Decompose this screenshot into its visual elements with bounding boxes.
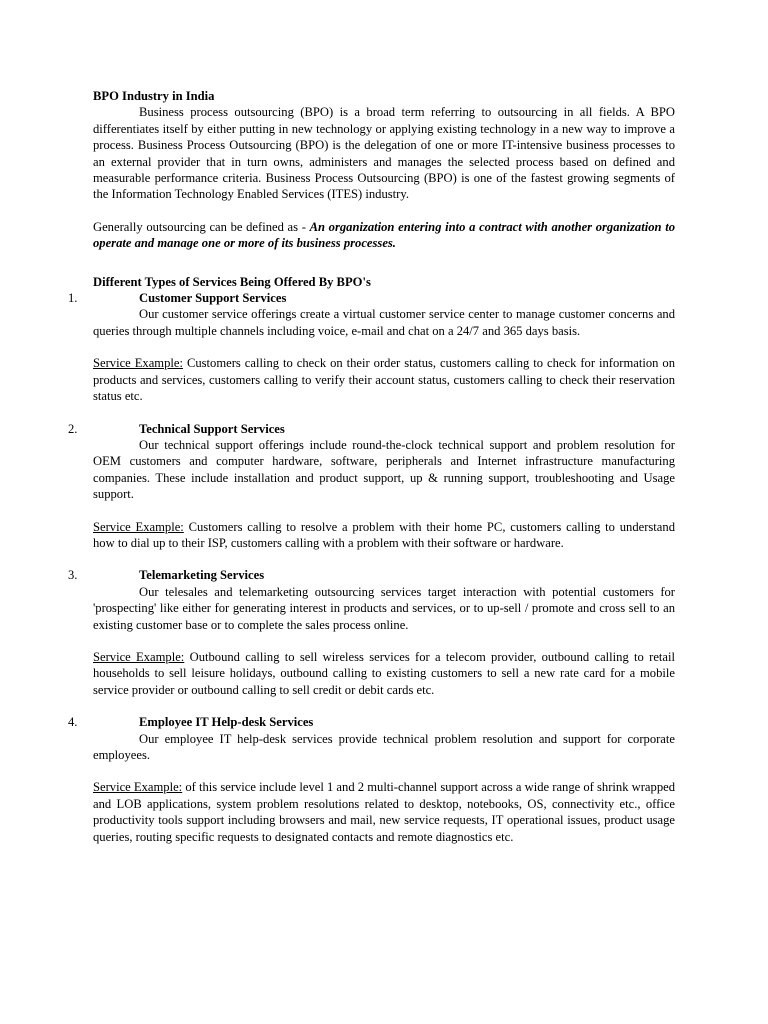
service-description: Our technical support offerings include round-the-clock technical support and problem resolution for OEM customers and computer hardware, software, peripherals and Internet infrastructure manufacturing companies. These include installation and product support, up & running support, troubleshooting and Usage support. <box>93 437 675 502</box>
service-title: Customer Support Services <box>139 291 287 306</box>
service-example-label: Service Example: <box>93 519 184 534</box>
service-example-label: Service Example: <box>93 780 183 795</box>
service-description: Our telesales and telemarketing outsourcing services target interaction with potential customers for 'prospecting' like either for generating interest in products and services, or to up-sell / promote and cross sell to an existing customer base or to complete the sales process online. <box>93 584 675 632</box>
document-title: BPO Industry in India <box>93 89 215 103</box>
definition-paragraph <box>93 219 675 252</box>
service-section <box>68 567 675 698</box>
service-number: 2. <box>68 421 78 436</box>
service-example-text: of this service include level 1 and 2 multi-channel support across a wide range of shrink wrapped and LOB applications, system problem resolutions related to desktop, notebooks, OS, connectivity etc., office productivity tools support including browsers and mail, new service requests, IT operational issues, product usage queries, routing specific requests to designated contacts and remote diagnostics etc. <box>93 780 676 844</box>
service-title: Technical Support Services <box>139 421 285 436</box>
service-example <box>93 355 675 404</box>
service-example <box>93 519 675 552</box>
definition-lead: Generally outsourcing can be defined as - <box>93 219 310 234</box>
service-example-text: Outbound calling to sell wireless services for a telecom provider, outbound calling to retail households to sell leisure holidays, outbound calling to existing customers to sell a new rate card for a mobile service provider or outbound calling to sell credit or debit cards etc. <box>93 649 675 697</box>
service-example-label: Service Example: <box>93 649 185 664</box>
service-title: Telemarketing Services <box>139 568 265 583</box>
services-heading: Different Types of Services Being Offered By BPO's <box>93 274 371 289</box>
service-example <box>93 649 675 698</box>
service-section <box>68 714 676 845</box>
intro-paragraph: Business process outsourcing (BPO) is a broad term referring to outsourcing in all fields. A BPO differentiates itself by either putting in new technology or applying existing technology in a new way to improve a process. Business Process Outsourcing (BPO) is the delegation of one or more IT-intensive business processes to an external provider that in turn owns, administers and manages the selected process based on defined and measurable performance criteria. Business Process Outsourcing (BPO) is one of the fastest growing segments of the Information Technology Enabled Services (ITES) industry. <box>93 105 675 202</box>
service-example-text: Customers calling to check on their order status, customers calling to check for information on products and services, customers calling to verify their account status, customers calling to check their reservation status etc. <box>93 356 675 404</box>
service-number: 3. <box>68 568 78 583</box>
document-body <box>68 88 676 845</box>
definition-emphasis: An organization entering into a contract with another organization to operate and manage one or more of its business processes. <box>93 219 675 251</box>
service-section <box>68 421 675 552</box>
service-example-label: Service Example: <box>93 356 183 371</box>
service-example-text: Customers calling to resolve a problem with their home PC, customers calling to understand how to dial up to their ISP, customers calling with a problem with their software or hardware. <box>93 519 675 550</box>
service-number: 4. <box>68 715 78 730</box>
service-description: Our employee IT help-desk services provide technical problem resolution and support for corporate employees. <box>93 731 675 762</box>
service-number: 1. <box>68 291 78 306</box>
service-example <box>93 779 675 845</box>
service-description: Our customer service offerings create a virtual customer service center to manage customer concerns and queries through multiple channels including voice, e-mail and chat on a 24/7 and 365 days basis. <box>93 307 675 338</box>
service-title: Employee IT Help-desk Services <box>139 715 314 730</box>
service-section <box>68 290 675 404</box>
